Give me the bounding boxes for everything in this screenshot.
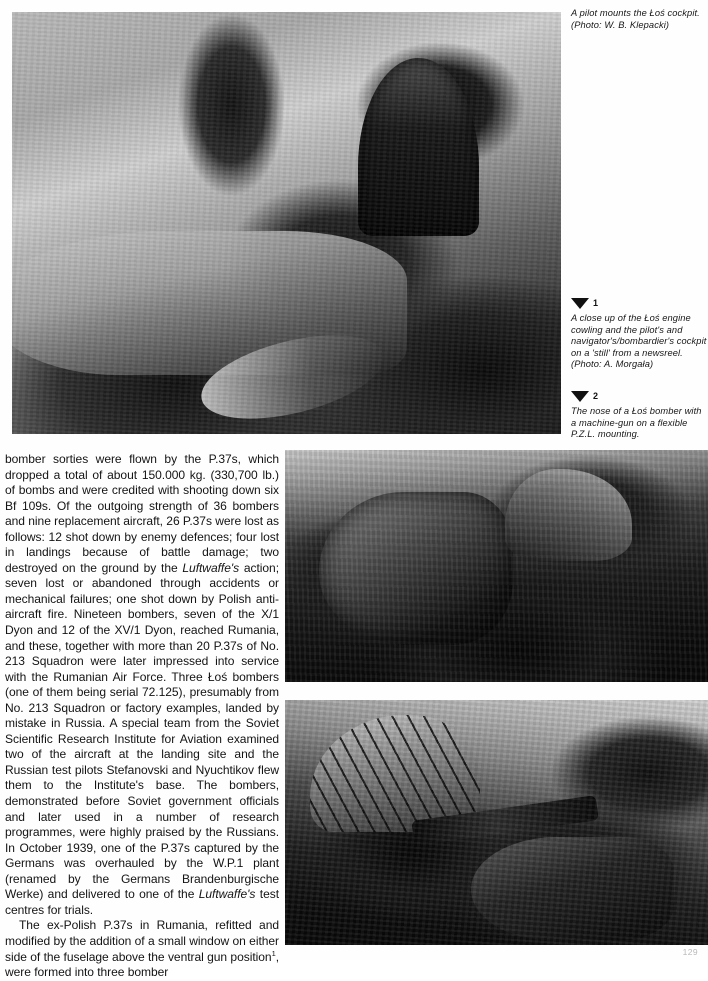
los-engine-cowling-closeup-photo bbox=[285, 450, 708, 682]
photo-grain-overlay bbox=[12, 12, 561, 434]
photo-grain-overlay bbox=[285, 700, 708, 945]
caption-figure-2 bbox=[571, 406, 707, 441]
photo-grain-overlay bbox=[285, 450, 708, 682]
body-paragraph-2-part-2: , were formed into three bomber bbox=[5, 949, 279, 980]
body-paragraph-1-italic-2: Luftwaffe's bbox=[198, 887, 256, 902]
body-paragraph-1-part-1: bomber sorties were flown by the P.37s, which dropped a total of about 150.000 kg. (330,700 lb.) of bombs and were credited with shooting down six Bf 109s. Of the outgoing strength of 36 bombers and nine replacement aircraft, 26 P.37s were lost as follows: 12 shot down by enemy defences; four lost in landings because of battle damage; two destroyed on the ground by the bbox=[5, 452, 279, 575]
los-bomber-cockpit-crew-photo bbox=[12, 12, 561, 434]
caption-top-credit: (Photo: W. B. Klepacki) bbox=[571, 19, 670, 30]
body-paragraph-1-italic-1: Luftwaffe's bbox=[182, 560, 240, 575]
caption-figure-1 bbox=[571, 313, 707, 371]
triangle-down-icon bbox=[571, 391, 589, 402]
caption-top-line-2: cockpit. bbox=[667, 8, 700, 18]
triangle-down-icon bbox=[571, 298, 589, 309]
figure-marker-2 bbox=[571, 391, 598, 404]
figure-marker-2-number: 2 bbox=[593, 391, 599, 401]
body-paragraph-1-part-3: test centres for trials. bbox=[5, 887, 279, 917]
footnote-marker: 1 bbox=[271, 948, 276, 958]
body-paragraph-1 bbox=[5, 452, 279, 918]
caption-figure-2-text: The nose of a Łoś bomber with a machine-gun on a flexible P.Z.L. mounting. bbox=[571, 406, 702, 440]
body-paragraph-1-part-2: action; seven lost or abandoned through accidents or mechanical failures; one shot down by Polish anti-aircraft fire. Nineteen bombers, seven of the X/1 Dyon and 12 of the XV/1 Dyon, reached Rumania, and these, together with more than 20 P.37s of No. 213 Squadron were later impressed into service with the Rumanian Air Force. Three Łoś bombers (one of them being serial 72.125), presumably from No. 213 Squadron or factory examples, landed by mistake in Russia. A special team from the Soviet Scientific Research Institute for Aviation examined two of the aircraft at the landing site and the Russian test pilots Stefanovski and Nyuchtikov flew them to the Institute's base. The bombers, demonstrated before Soviet government officials and later used in a number of research programmes, were highly praised by the Russians. In October 1939, one of the P.37s captured by the Germans was overhauled by the W.P.1 plant (renamed by the Germans Brandenburgische Werke) and delivered to one of the bbox=[5, 560, 279, 902]
los-bomber-nose-machine-gun-photo bbox=[285, 700, 708, 945]
figure-marker-1-number: 1 bbox=[593, 298, 599, 308]
page-number: 129 bbox=[682, 947, 698, 957]
body-paragraph-2 bbox=[5, 918, 279, 980]
body-paragraph-2-part-1: The ex-Polish P.37s in Rumania, refitted and modified by the addition of a small window on either side of the fuselage above the ventral gun position bbox=[5, 918, 279, 964]
caption-top-line-1: A pilot mounts the Łoś bbox=[571, 8, 665, 18]
caption-top-photo bbox=[571, 8, 705, 31]
body-text-column bbox=[5, 452, 279, 981]
figure-marker-1 bbox=[571, 298, 598, 311]
caption-figure-1-text: A close up of the Łoś engine cowling and the pilot's and navigator's/bombardier's cockpit on a 'still' from a newsreel. bbox=[571, 313, 707, 358]
caption-figure-1-credit: (Photo: A. Morgała) bbox=[571, 359, 654, 370]
